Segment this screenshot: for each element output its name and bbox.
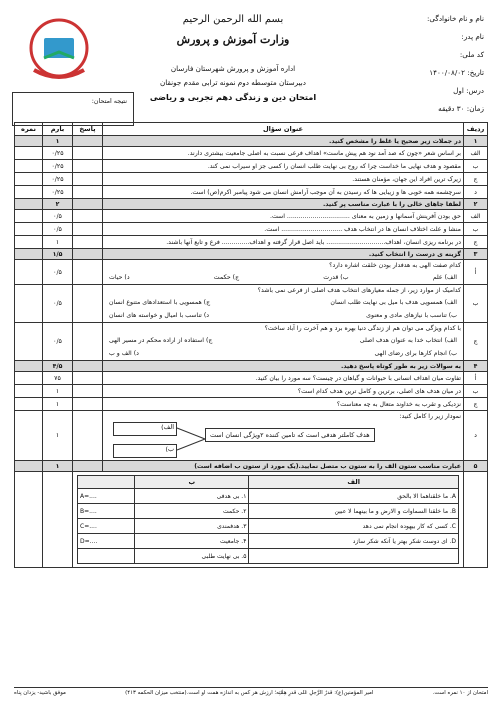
- ministry-title: وزارت آموزش و پرورش: [176, 33, 290, 46]
- footer-hadith: امیر المؤمنین(ع): قدرُ الرَّجلِ عَلی قدرِ هِمَّتِه؛ ارزش هر کس به اندازه همت او است.(منتخب میزان الحکمه ۴۱۳): [125, 690, 374, 696]
- col-score: بارم: [43, 123, 73, 136]
- table-row: ب مقصود و هدف نهایی ما خداست چرا که روح بی نهایت طلب انسان را کسی جز او سیراب نمی کند. ۰/۲۵: [15, 160, 488, 173]
- name-field[interactable]: نام و نام خانوادگی:: [427, 14, 484, 23]
- diagram-center-box: هدف کاملتر هدفی است که تامین کننده ۲ویژگی انسان است: [205, 428, 375, 442]
- section-title: گزینه ی درست را انتخاب کنید.: [103, 249, 464, 260]
- table-row: ج نزدیکی و تقرب به خداوند متعال به چه معناست؟ ۱: [15, 398, 488, 411]
- header-center: [128, 10, 338, 102]
- bism: بسم الله الرحمن الرحیم: [182, 14, 284, 25]
- table-row: الف حق بودن آفرینش آسمانها و زمین به معنای ................................ است. ۰/۵: [15, 210, 488, 223]
- match-blank[interactable]: B=....: [78, 504, 135, 519]
- footer-left: موفق باشید- یزدان پناه: [14, 690, 66, 696]
- section-title: لطفا جاهای خالی را با عبارت مناسب پر کنید.: [103, 199, 464, 210]
- question-table: [14, 122, 488, 568]
- answer-cell[interactable]: [73, 147, 103, 160]
- table-row: ج با کدام ویژگی می توان هم از زندگی دنیا بهره برد و هم آخرت را آباد ساخت؟ الف) انتخاب خدا به عنوان هدف اصلی ج) استفاده از اراده محکم در مسیر الهی ب) انجام کارها برای رضای الهی د) الف و ب ۰/۵: [15, 323, 488, 361]
- section-title: به سوالات زیر به طور کوتاه پاسخ دهید.: [103, 361, 464, 372]
- table-row: أ تفاوت میان اهداف انسانی با حیوانات و گیاهان در چیست؟ سه مورد را بیان کنید. ۷۵: [15, 372, 488, 385]
- option[interactable]: الف) همسویی هدف با میل بی نهایت طلب انسان: [330, 299, 457, 306]
- section-title: در جملات زیر صحیح یا غلط را مشخص کنید.: [103, 136, 464, 147]
- option[interactable]: ج) همسویی با استعدادهای متنوع انسان: [109, 299, 211, 306]
- table-row: ج زیرک ترین افراد این جهان، مؤمنان هستند. ۰/۲۵: [15, 173, 488, 186]
- options: [105, 271, 461, 284]
- table-row: ب منشا و علت اختلاف انسان ها در انتخاب هدف ............................... است. ۰/۵: [15, 223, 488, 236]
- match-right-item: ۴. جامعیت: [135, 534, 249, 549]
- option[interactable]: الف) علم: [432, 274, 457, 281]
- match-left-item: B. ما خلقنا السماوات و الارض و ما بینهما لا عبین: [249, 504, 459, 519]
- section-row: ۳ گزینه ی درست را انتخاب کنید. ۱/۵: [15, 249, 488, 260]
- footer: [14, 687, 488, 696]
- answer-cell[interactable]: [73, 398, 103, 411]
- table-row: الف بر اساس شعر «چون که صد آمد نود هم پیش ماست» اهداف فرعی نسبت به اصلی جامعیت بیشتری دارند. ۰/۲۵: [15, 147, 488, 160]
- diagram-box-b[interactable]: ب): [113, 444, 177, 458]
- ministry-logo-icon: [14, 12, 104, 87]
- option[interactable]: ب) قدرت: [323, 274, 349, 281]
- diagram: [105, 420, 461, 458]
- table-row: د سرچشمه همه خوبی ها و زیبایی ها که رسیدن به آن موجب آرامش انسان می شود پیامبر اکرم(ص) است. ۰/۲۵: [15, 186, 488, 199]
- option[interactable]: د) الف و ب: [109, 350, 139, 357]
- answer-cell[interactable]: [73, 236, 103, 249]
- student-info: [354, 10, 484, 118]
- office-name: اداره آموزش و پرورش شهرستان فارسان: [170, 64, 296, 73]
- section-row: ۱ در جملات زیر صحیح یا غلط را مشخص کنید. ۱: [15, 136, 488, 147]
- answer-cell[interactable]: [73, 411, 103, 461]
- col-question: عنوان سؤال: [103, 123, 464, 136]
- section-row: ۲ لطفا جاهای خالی را با عبارت مناسب پر کنید. ۲: [15, 199, 488, 210]
- result-label: نتیجه امتحان:: [91, 97, 127, 105]
- answer-cell[interactable]: [73, 210, 103, 223]
- exam-title: امتحان دین و زندگی دهم تجربی و ریاضی: [149, 92, 317, 102]
- option[interactable]: د) حیات: [109, 274, 130, 281]
- match-blank[interactable]: A=....: [78, 489, 135, 504]
- table-row: ب در میان هدف های اصلی، برترین و کامل ترین هدف کدام است؟ ۱: [15, 385, 488, 398]
- match-right-item: ۲. حکمت: [135, 504, 249, 519]
- answer-cell[interactable]: [73, 186, 103, 199]
- match-blank[interactable]: C=....: [78, 519, 135, 534]
- table-row: ج در برنامه ریزی انسان، اهداف.............................. باید اصل قرار گرفته و اهداف.............. فرع و تابع آنها باشند. ۱: [15, 236, 488, 249]
- match-left-item: C. کسی که کار بیهوده انجام نمی دهد: [249, 519, 459, 534]
- answer-cell[interactable]: [73, 223, 103, 236]
- col-answer: پاسخ: [73, 123, 103, 136]
- father-name-field[interactable]: نام پدر:: [461, 32, 484, 41]
- section-title: عبارت مناسب ستون الف را به ستون ب متصل نمایید.(یک مورد از ستون ب اضافه است): [103, 461, 464, 472]
- table-header-row: [15, 123, 488, 136]
- col-mark: نمره: [15, 123, 43, 136]
- matching-table: الف ب A. ما خلقناهما الا بالحق ۱. بی هدفی A=.... B. ما خلقنا السماوات و الارض و ما بینهما لا عبین ۲. حکمت B=.... C. کسی که کار بیهوده انجام نمی دهد ۳. هدفمندی C=.... D. ای دوست شکر بهتر یا آنکه شکر سازد ۴. جامعیت D=.... ۵. بی نهایت طلبی: [77, 475, 459, 564]
- result-box[interactable]: [12, 92, 134, 126]
- national-code-field[interactable]: کد ملی:: [459, 50, 484, 59]
- answer-cell[interactable]: [73, 260, 103, 285]
- diagram-arrows-icon: [175, 424, 207, 454]
- diagram-box-a[interactable]: الف): [113, 422, 177, 436]
- option[interactable]: ج) استفاده از اراده محکم در مسیر الهی: [109, 337, 213, 344]
- lesson-field: درس: اول: [453, 86, 484, 95]
- section-row: ۵ عبارت مناسب ستون الف را به ستون ب متصل نمایید.(یک مورد از ستون ب اضافه است) ۱: [15, 461, 488, 472]
- footer-right: امتحان از ۱۰ نمره است.: [432, 690, 488, 696]
- match-blank[interactable]: D=....: [78, 534, 135, 549]
- match-left-item: D. ای دوست شکر بهتر یا آنکه شکر سازد: [249, 534, 459, 549]
- option[interactable]: د) تناسب با امیال و خواسته های انسان: [109, 312, 210, 319]
- answer-cell[interactable]: [73, 385, 103, 398]
- table-row: د نمودار زیر را کامل کنید: هدف کاملتر هدفی است که تامین کننده ۲ویژگی انسان است الف) ب) ۱: [15, 411, 488, 461]
- date-field: تاریخ: ۱۴۰۰/۰۸/۰۲: [429, 68, 484, 77]
- answer-cell[interactable]: [73, 285, 103, 323]
- option[interactable]: الف) انتخاب خدا به عنوان هدف اصلی: [359, 337, 457, 344]
- option[interactable]: ب) تناسب با نیازهای مادی و معنوی: [366, 312, 457, 319]
- answer-cell[interactable]: [73, 173, 103, 186]
- match-left-item: A. ما خلقناهما الا بالحق: [249, 489, 459, 504]
- option[interactable]: ج) حکمت: [213, 274, 240, 281]
- match-right-item: ۱. بی هدفی: [135, 489, 249, 504]
- table-row: أ کدام صفت الهی به هدفدار بودن خلقت اشاره دارد؟ الف) علم ب) قدرت ج) حکمت د) حیات ۰/۵: [15, 260, 488, 285]
- match-right-item: ۵. بی نهایت طلبی: [135, 549, 249, 564]
- match-right-item: ۳. هدفمندی: [135, 519, 249, 534]
- section-row: ۴ به سوالات زیر به طور کوتاه پاسخ دهید. ۴/۵: [15, 361, 488, 372]
- time-field: زمان: ۳۰ دقیقه: [438, 104, 484, 113]
- col-row: ردیف: [464, 123, 488, 136]
- answer-cell[interactable]: [73, 372, 103, 385]
- school-name: دبیرستان متوسطه دوم نمونه ترابی مقدم جونقان: [160, 78, 306, 87]
- answer-cell[interactable]: [73, 160, 103, 173]
- table-row: [15, 472, 488, 568]
- table-row: ب کدامیک از موارد زیر، از جمله معیارهای انتخاب هدف اصلی از فرعی نمی باشد؟ الف) همسویی هدف با میل بی نهایت طلب انسان ج) همسویی با استعدادهای متنوع انسان ب) تناسب با نیازهای مادی و معنوی د) تناسب با امیال و خواسته های انسان ۰/۵: [15, 285, 488, 323]
- option[interactable]: ب) انجام کارها برای رضای الهی: [374, 350, 457, 357]
- answer-cell[interactable]: [73, 323, 103, 361]
